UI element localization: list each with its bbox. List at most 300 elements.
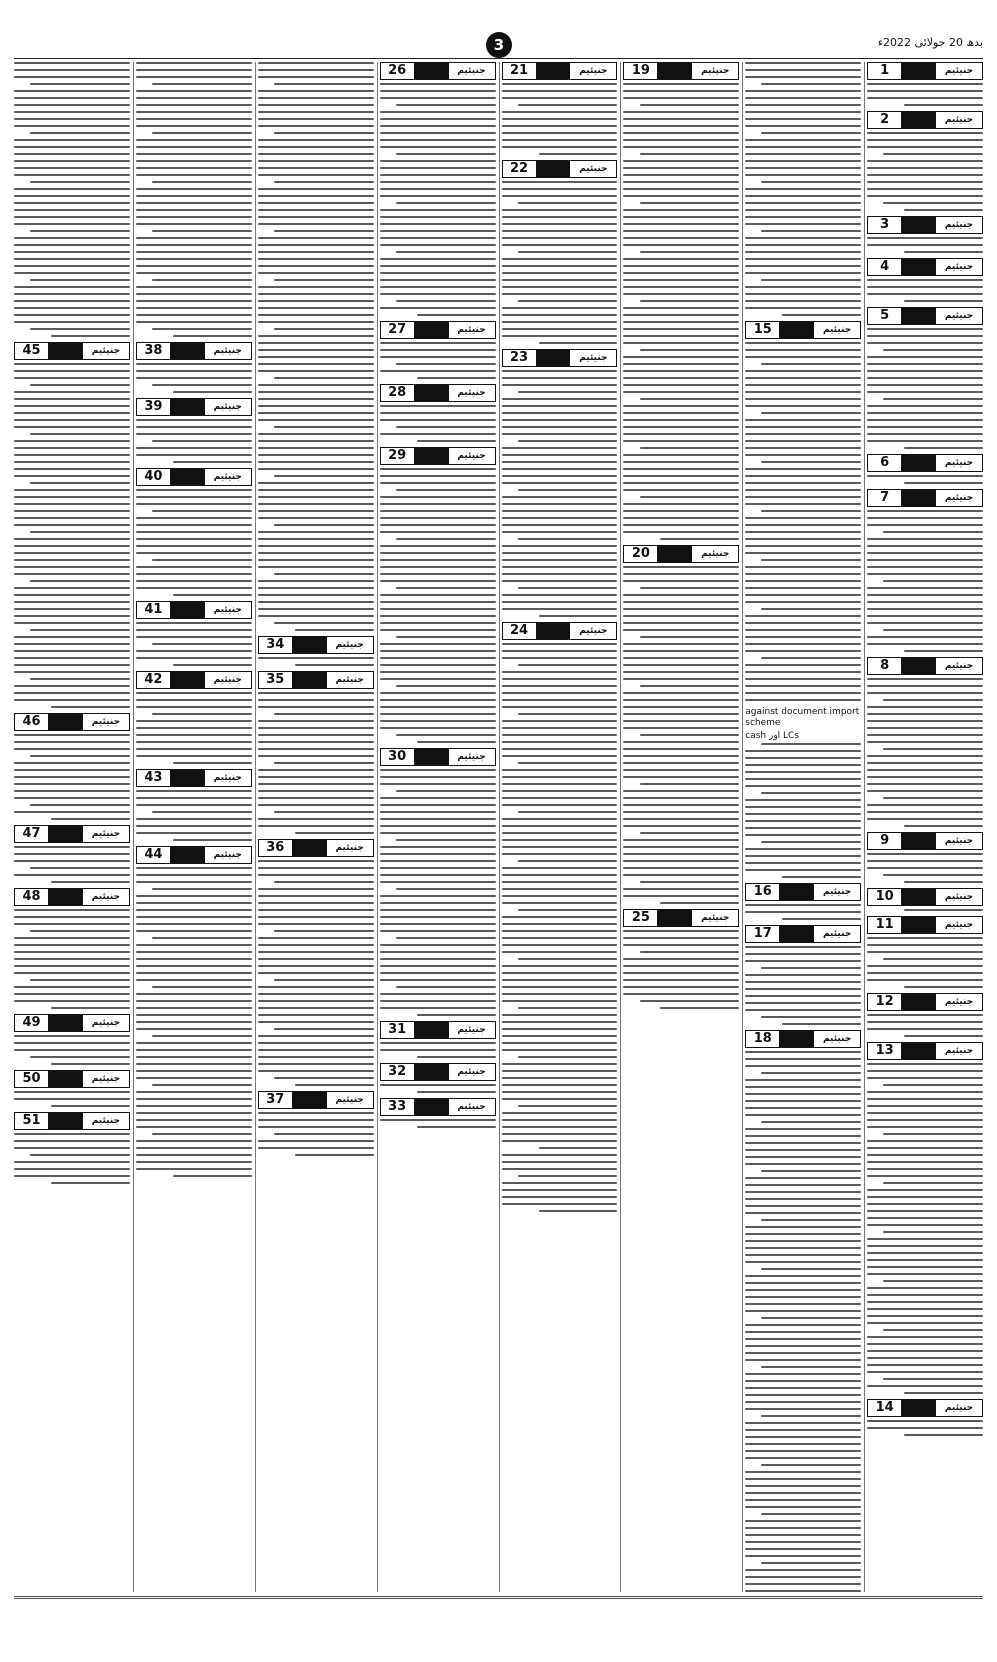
text-line	[745, 552, 861, 554]
article-number: 18	[746, 1031, 780, 1047]
text-line	[867, 1294, 983, 1296]
text-line	[518, 909, 618, 911]
text-line	[502, 1168, 618, 1170]
tag-bar	[171, 343, 205, 359]
text-line	[136, 573, 252, 575]
text-line	[396, 888, 496, 890]
tag-bar	[415, 1022, 449, 1038]
text-line	[136, 160, 252, 162]
text-line	[867, 811, 983, 813]
text-line	[380, 958, 496, 960]
text-line	[258, 993, 374, 995]
text-line	[258, 300, 374, 302]
text-line	[136, 377, 252, 379]
tag-bar	[902, 112, 936, 128]
text-line	[258, 405, 374, 407]
text-line	[502, 398, 618, 400]
text-line	[502, 1119, 618, 1121]
text-line	[761, 412, 861, 414]
text-line	[258, 895, 374, 897]
article-body-text	[867, 853, 983, 883]
text-line	[745, 1135, 861, 1137]
article-tag-label: جنیئیم	[692, 910, 738, 926]
text-line	[380, 307, 496, 309]
text-line	[502, 979, 618, 981]
text-line	[14, 174, 130, 176]
text-line	[14, 1000, 130, 1002]
text-line	[640, 202, 740, 204]
text-line	[258, 860, 374, 862]
text-line	[745, 237, 861, 239]
news-article	[136, 846, 252, 1177]
text-line	[14, 153, 130, 155]
text-line	[867, 1224, 983, 1226]
text-line	[51, 1007, 130, 1009]
text-line	[745, 771, 861, 773]
text-line	[274, 230, 374, 232]
text-line	[502, 244, 618, 246]
text-line	[502, 1196, 618, 1198]
text-line	[745, 1205, 861, 1207]
text-line	[867, 622, 983, 624]
text-line	[258, 216, 374, 218]
text-line	[136, 1091, 252, 1093]
article-number: 30	[381, 749, 415, 765]
text-line	[502, 790, 618, 792]
text-line	[14, 1140, 130, 1142]
text-line	[258, 748, 374, 750]
text-line	[380, 979, 496, 981]
article-tag-label: جنیئیم	[936, 658, 982, 674]
text-line	[867, 391, 983, 393]
text-line	[258, 1007, 374, 1009]
text-line	[745, 1527, 861, 1529]
text-line	[745, 692, 861, 694]
text-line	[502, 279, 618, 281]
text-line	[258, 958, 374, 960]
text-line	[380, 160, 496, 162]
text-line	[380, 713, 496, 715]
news-article	[136, 468, 252, 596]
article-tag-label: جنیئیم	[936, 889, 982, 905]
text-line	[136, 258, 252, 260]
text-line	[640, 951, 740, 953]
text-line	[14, 552, 130, 554]
text-line	[623, 188, 739, 190]
text-line	[518, 489, 618, 491]
tag-bar	[902, 658, 936, 674]
text-line	[745, 650, 861, 652]
text-line	[396, 685, 496, 687]
text-line	[867, 1091, 983, 1093]
text-line	[623, 97, 739, 99]
article-body-text	[14, 62, 130, 337]
text-line	[14, 104, 130, 106]
article-tag-label: جنیئیم	[83, 1113, 129, 1129]
text-line	[274, 811, 374, 813]
article-tag-label: جنیئیم	[205, 343, 251, 359]
text-line	[136, 195, 252, 197]
article-tag-label: جنیئیم	[936, 490, 982, 506]
text-line	[623, 125, 739, 127]
text-line	[745, 911, 861, 913]
text-line	[761, 363, 861, 365]
text-line	[258, 587, 374, 589]
article-tag-label: جنیئیم	[327, 637, 373, 653]
text-line	[867, 181, 983, 183]
text-line	[502, 83, 618, 85]
article-body-text	[867, 237, 983, 253]
text-line	[502, 125, 618, 127]
news-article	[867, 62, 983, 106]
text-line	[380, 475, 496, 477]
text-line	[380, 594, 496, 596]
text-line	[258, 566, 374, 568]
text-line	[380, 517, 496, 519]
text-line	[274, 181, 374, 183]
text-line	[258, 797, 374, 799]
header-rule	[14, 58, 983, 59]
article-number: 14	[868, 1400, 902, 1416]
text-line	[502, 1203, 618, 1205]
text-line	[380, 860, 496, 862]
text-line	[745, 1345, 861, 1347]
text-line	[136, 97, 252, 99]
text-line	[380, 566, 496, 568]
text-line	[258, 209, 374, 211]
news-article	[258, 839, 374, 1086]
text-line	[867, 405, 983, 407]
text-line	[152, 888, 252, 890]
text-line	[136, 867, 252, 869]
text-line	[417, 1056, 496, 1058]
tag-bar	[293, 672, 327, 688]
text-line	[867, 510, 983, 512]
text-line	[867, 1098, 983, 1100]
text-line	[745, 349, 861, 351]
article-number: 44	[137, 847, 171, 863]
text-line	[14, 405, 130, 407]
article-tag-label: جنیئیم	[205, 602, 251, 618]
text-line	[745, 1100, 861, 1102]
text-line	[623, 972, 739, 974]
text-line	[745, 678, 861, 680]
text-line	[904, 650, 983, 652]
tag-bar	[780, 322, 814, 338]
tag-bar	[49, 343, 83, 359]
text-line	[745, 300, 861, 302]
text-line	[136, 216, 252, 218]
text-line	[258, 293, 374, 295]
text-line	[745, 1240, 861, 1242]
article-number: 16	[746, 884, 780, 900]
text-line	[502, 209, 618, 211]
text-line	[745, 370, 861, 372]
text-line	[136, 321, 252, 323]
text-line	[258, 552, 374, 554]
text-line	[136, 1147, 252, 1149]
text-line	[258, 111, 374, 113]
tag-bar	[171, 770, 205, 786]
text-line	[14, 146, 130, 148]
text-line	[623, 489, 739, 491]
text-line	[745, 799, 861, 801]
text-line	[502, 769, 618, 771]
article-tag-label: جنیئیم	[936, 63, 982, 79]
text-line	[295, 1154, 374, 1156]
text-line	[623, 874, 739, 876]
text-line	[502, 517, 618, 519]
text-line	[745, 778, 861, 780]
text-line	[502, 433, 618, 435]
tag-bar	[49, 826, 83, 842]
article-number: 41	[137, 602, 171, 618]
text-line	[136, 139, 252, 141]
text-line	[380, 874, 496, 876]
text-line	[745, 1387, 861, 1389]
text-line	[14, 468, 130, 470]
tag-bar	[780, 926, 814, 942]
text-line	[623, 818, 739, 820]
text-line	[30, 181, 130, 183]
text-line	[745, 405, 861, 407]
tag-bar	[293, 637, 327, 653]
text-line	[380, 118, 496, 120]
text-line	[14, 426, 130, 428]
text-line	[274, 573, 374, 575]
article-number: 11	[868, 917, 902, 933]
text-line	[867, 979, 983, 981]
text-line	[14, 160, 130, 162]
text-line	[14, 538, 130, 540]
text-line	[904, 881, 983, 883]
text-line	[745, 1443, 861, 1445]
text-line	[258, 510, 374, 512]
text-line	[380, 1000, 496, 1002]
text-line	[745, 1233, 861, 1235]
text-line	[867, 860, 983, 862]
text-line	[623, 321, 739, 323]
footer-rule	[14, 1596, 983, 1599]
article-body-text	[745, 1051, 861, 1592]
text-line	[867, 1021, 983, 1023]
text-line	[136, 90, 252, 92]
text-line	[745, 496, 861, 498]
text-line	[502, 657, 618, 659]
text-line	[623, 335, 739, 337]
text-line	[761, 132, 861, 134]
text-line	[502, 580, 618, 582]
article-body-text	[136, 62, 252, 337]
text-line	[867, 356, 983, 358]
text-line	[623, 363, 739, 365]
text-line	[502, 671, 618, 673]
text-line	[904, 104, 983, 106]
text-line	[502, 1189, 618, 1191]
text-line	[761, 743, 861, 745]
column-divider	[620, 62, 621, 1592]
news-article	[14, 342, 130, 708]
text-line	[258, 902, 374, 904]
text-line	[136, 993, 252, 995]
text-line	[380, 1119, 496, 1121]
text-line	[258, 1049, 374, 1051]
text-line	[30, 1056, 130, 1058]
text-line	[623, 293, 739, 295]
text-line	[30, 979, 130, 981]
text-line	[761, 1219, 861, 1221]
text-line	[396, 363, 496, 365]
text-line	[502, 307, 618, 309]
text-line	[258, 1140, 374, 1142]
tag-bar	[293, 1092, 327, 1108]
text-line	[745, 398, 861, 400]
article-tag-label: جنیئیم	[936, 217, 982, 233]
article-body-text	[136, 363, 252, 393]
text-line	[883, 629, 983, 631]
text-line	[380, 209, 496, 211]
article-tag-label: جنیئیم	[205, 469, 251, 485]
text-line	[518, 1175, 618, 1177]
text-line	[14, 307, 130, 309]
text-line	[867, 643, 983, 645]
text-line	[136, 797, 252, 799]
article-tag-label: جنیئیم	[814, 1031, 860, 1047]
text-line	[258, 188, 374, 190]
text-line	[380, 349, 496, 351]
text-line	[136, 433, 252, 435]
text-line	[745, 848, 861, 850]
text-line	[867, 853, 983, 855]
article-body-text	[380, 1084, 496, 1093]
text-line	[380, 930, 496, 932]
text-line	[380, 146, 496, 148]
text-line	[380, 356, 496, 358]
text-line	[14, 69, 130, 71]
tag-bar	[902, 63, 936, 79]
text-line	[136, 881, 252, 883]
text-line	[14, 741, 130, 743]
text-line	[51, 335, 130, 337]
text-line	[136, 209, 252, 211]
article-tag-label: جنیئیم	[936, 1400, 982, 1416]
text-line	[152, 643, 252, 645]
text-line	[518, 1105, 618, 1107]
text-line	[502, 888, 618, 890]
text-line	[30, 384, 130, 386]
article-number-tag	[380, 1063, 496, 1081]
news-article	[380, 384, 496, 442]
text-line	[136, 909, 252, 911]
text-line	[136, 874, 252, 876]
article-body-text	[867, 937, 983, 988]
text-line	[258, 153, 374, 155]
text-line	[14, 993, 130, 995]
text-line	[14, 363, 130, 365]
text-line	[502, 230, 618, 232]
text-line	[745, 1184, 861, 1186]
text-line	[745, 1198, 861, 1200]
article-number-tag	[380, 384, 496, 402]
text-line	[14, 265, 130, 267]
text-line	[136, 111, 252, 113]
news-article	[867, 454, 983, 484]
article-body-text	[258, 62, 374, 631]
text-line	[258, 1000, 374, 1002]
news-column	[380, 62, 496, 1592]
text-line	[152, 1133, 252, 1135]
news-article	[745, 925, 861, 1025]
text-line	[867, 342, 983, 344]
text-line	[745, 426, 861, 428]
news-article	[745, 883, 861, 920]
text-line	[136, 300, 252, 302]
article-number-tag	[380, 1021, 496, 1039]
text-line	[745, 195, 861, 197]
text-line	[152, 986, 252, 988]
text-line	[867, 776, 983, 778]
text-line	[30, 804, 130, 806]
text-line	[867, 1168, 983, 1170]
article-body-text	[136, 419, 252, 463]
text-line	[623, 160, 739, 162]
text-line	[258, 370, 374, 372]
text-line	[380, 125, 496, 127]
text-line	[380, 727, 496, 729]
text-line	[745, 615, 861, 617]
text-line	[623, 265, 739, 267]
text-line	[867, 559, 983, 561]
text-line	[136, 489, 252, 491]
article-number-tag	[380, 62, 496, 80]
text-line	[136, 370, 252, 372]
text-line	[502, 223, 618, 225]
text-line	[274, 328, 374, 330]
text-line	[640, 636, 740, 638]
text-line	[867, 804, 983, 806]
article-tag-label: جنیئیم	[570, 63, 616, 79]
text-line	[258, 972, 374, 974]
tag-bar	[415, 448, 449, 464]
text-line	[30, 629, 130, 631]
article-body-text	[867, 279, 983, 302]
text-line	[745, 1429, 861, 1431]
text-line	[502, 727, 618, 729]
text-line	[502, 111, 618, 113]
text-line	[14, 1175, 130, 1177]
text-line	[745, 139, 861, 141]
text-line	[867, 1070, 983, 1072]
text-line	[745, 764, 861, 766]
text-line	[173, 664, 252, 666]
text-line	[867, 790, 983, 792]
text-line	[14, 860, 130, 862]
text-line	[867, 1350, 983, 1352]
article-tag-label: جنیئیم	[449, 448, 495, 464]
text-line	[745, 111, 861, 113]
text-line	[640, 447, 740, 449]
text-line	[745, 293, 861, 295]
text-line	[14, 139, 130, 141]
article-tag-label: جنیئیم	[936, 994, 982, 1010]
text-line	[14, 636, 130, 638]
text-line	[14, 944, 130, 946]
news-column	[258, 62, 374, 1592]
text-line	[623, 650, 739, 652]
text-line	[745, 1590, 861, 1592]
text-line	[539, 342, 618, 344]
text-line	[258, 503, 374, 505]
